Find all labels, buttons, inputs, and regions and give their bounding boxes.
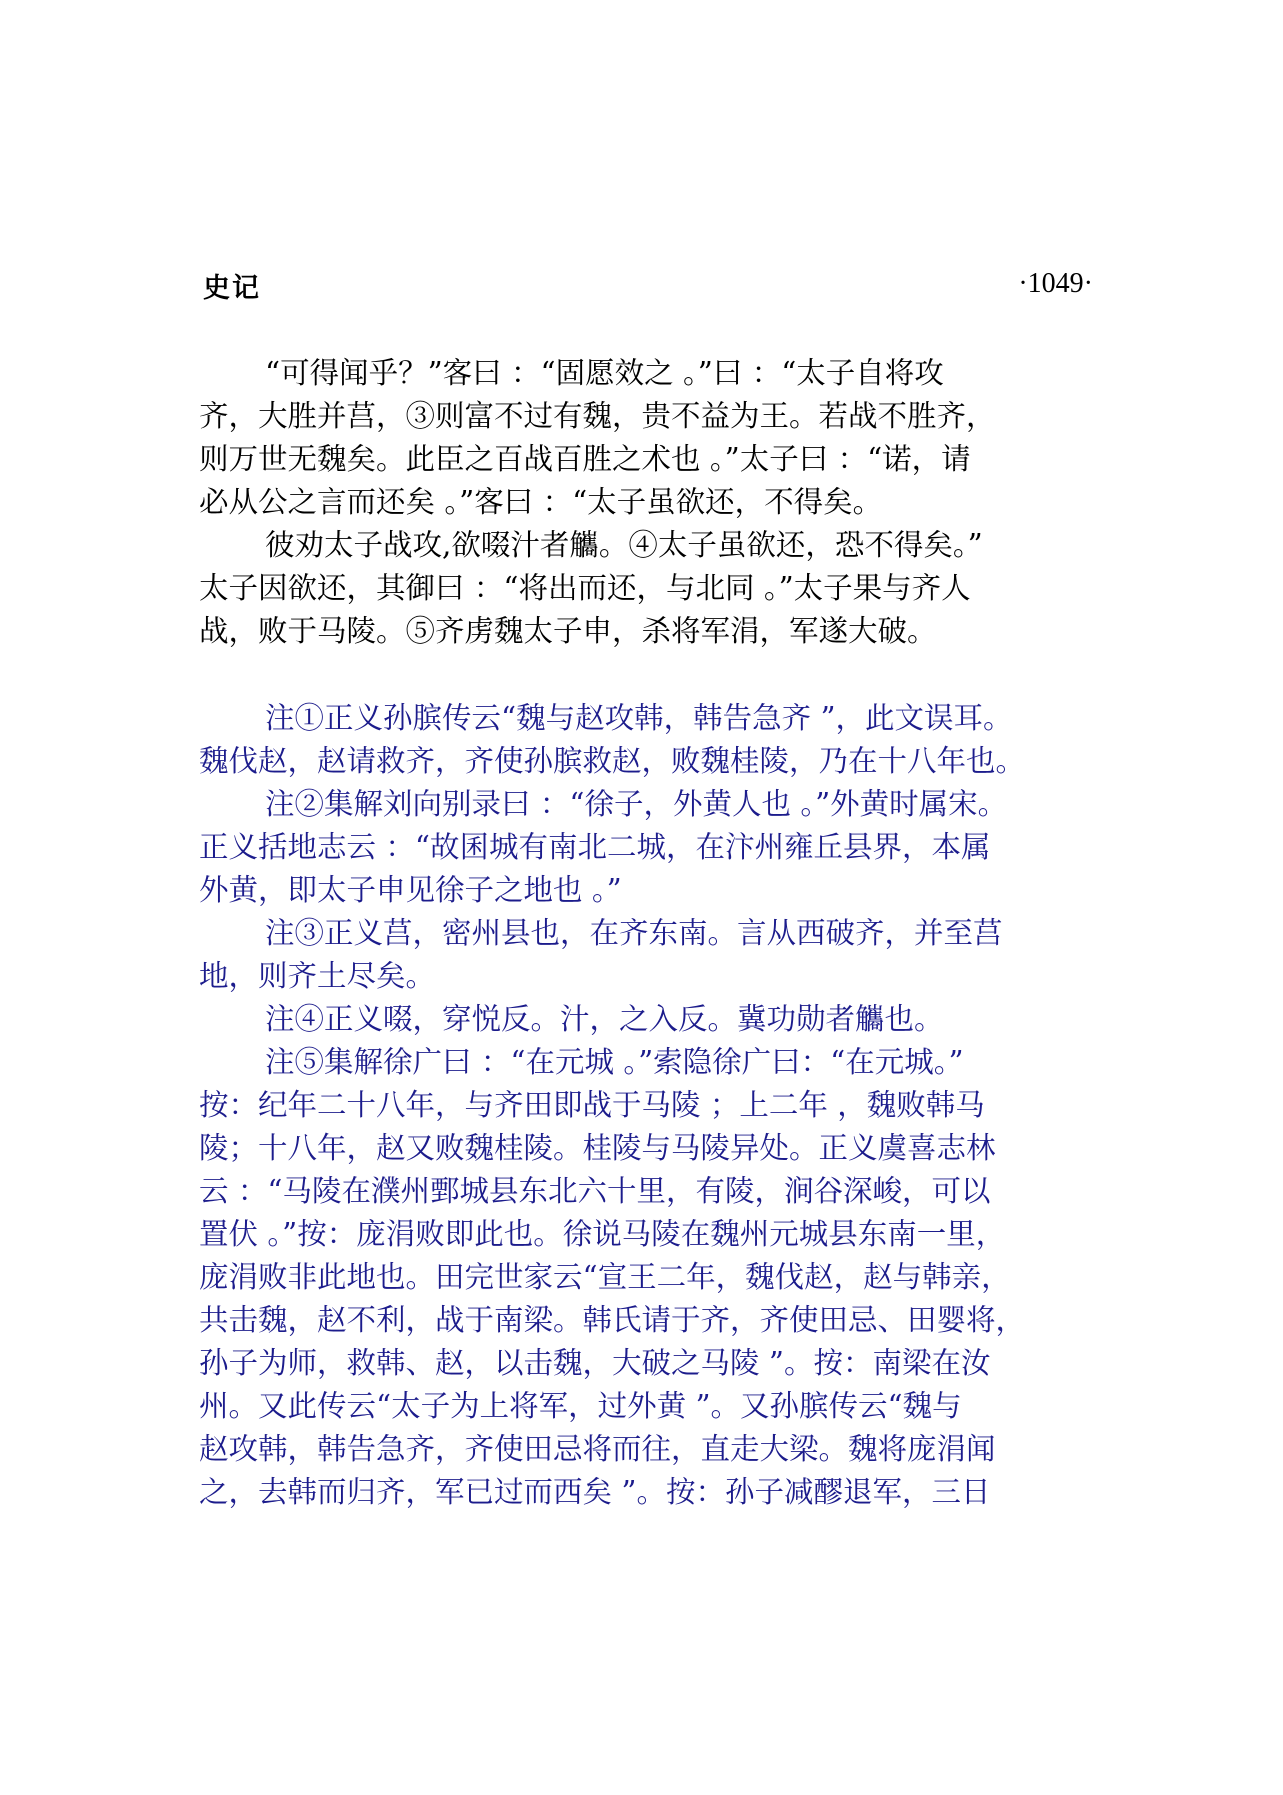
note-line: 注④正义啜，穿悦反。汁，之入反。冀功勋者觿也。 [265,1002,944,1036]
note-line: 赵攻韩，韩告急齐，齐使田忌将而往，直走大梁。魏将庞涓闻 [199,1432,996,1466]
body-line: 彼劝太子战攻,欲啜汁者觿。④太子虽欲还，恐不得矣。” [265,528,983,562]
note-line: 按：纪年二十八年，与齐田即战于马陵 ；上二年 ，魏败韩马 [199,1088,985,1122]
note-line: 注②集解刘向别录曰 ：“徐子，外黄人也 。”外黄时属宋。 [265,787,1008,821]
note-line: 注⑤集解徐广曰 ：“在元城 。”索隐徐广曰：“在元城。” [265,1045,964,1079]
note-line: 云 ：“马陵在濮州鄄城县东北六十里，有陵，涧谷深峻，可以 [199,1174,991,1208]
note-line: 之，去韩而归齐，军已过而西矣 ”。按：孙子减醪退军，三日 [199,1475,991,1509]
body-line: 战，败于马陵。⑤齐虏魏太子申，杀将军涓，军遂大破。 [199,614,937,648]
note-line: 庞涓败非此地也。田完世家云“宣王二年，魏伐赵，赵与韩亲， [199,1260,1011,1294]
note-line: 地，则齐土尽矣。 [199,959,436,993]
note-line: 魏伐赵，赵请救齐，齐使孙膑救赵，败魏桂陵，乃在十八年也。 [199,744,1026,778]
note-line: 外黄，即太子申见徐子之地也 。” [199,873,622,907]
body-line: 必从公之言而还矣 。”客曰 ：“太子虽欲还，不得矣。 [199,485,883,519]
main-text [199,352,1099,653]
running-header-title: 史记 [203,273,261,304]
body-line: 齐，大胜并莒，③则富不过有魏，贵不益为王。若战不胜齐， [199,399,996,433]
note-line: 注③正义莒，密州县也，在齐东南。言从西破齐，并至莒 [265,916,1003,950]
note-line: 州。又此传云“太子为上将军，过外黄 ”。又孙膑传云“魏与 [199,1389,962,1423]
body-line: 太子因欲还，其御曰 ：“将出而还，与北同 。”太子果与齐人 [199,571,971,605]
note-line: 置伏 。”按：庞涓败即此也。徐说马陵在魏州元城县东南一里， [199,1217,1006,1251]
note-line: 共击魏，赵不利，战于南梁。韩氏请于齐，齐使田忌、田婴将， [199,1303,1026,1337]
page-number: ·1049· [1018,268,1093,299]
note-line: 正义括地志云 ：“故囷城有南北二城，在汴州雍丘县界，本属 [199,830,991,864]
note-line: 陵；十八年，赵又败魏桂陵。桂陵与马陵异处。正义虞喜志林 [199,1131,996,1165]
body-line: “可得闻乎？”客曰 ：“固愿效之 。”曰 ：“太子自将攻 [265,356,944,390]
note-line: 孙子为师，救韩、赵，以击魏，大破之马陵 ”。按：南梁在汝 [199,1346,991,1380]
body-line: 则万世无魏矣。此臣之百战百胜之术也 。”太子曰 ：“诺，请 [199,442,971,476]
note-line: 注①正义孙膑传云“魏与赵攻韩，韩告急齐 ”，此文误耳。 [265,701,1013,735]
annotation-notes [199,697,1114,1514]
